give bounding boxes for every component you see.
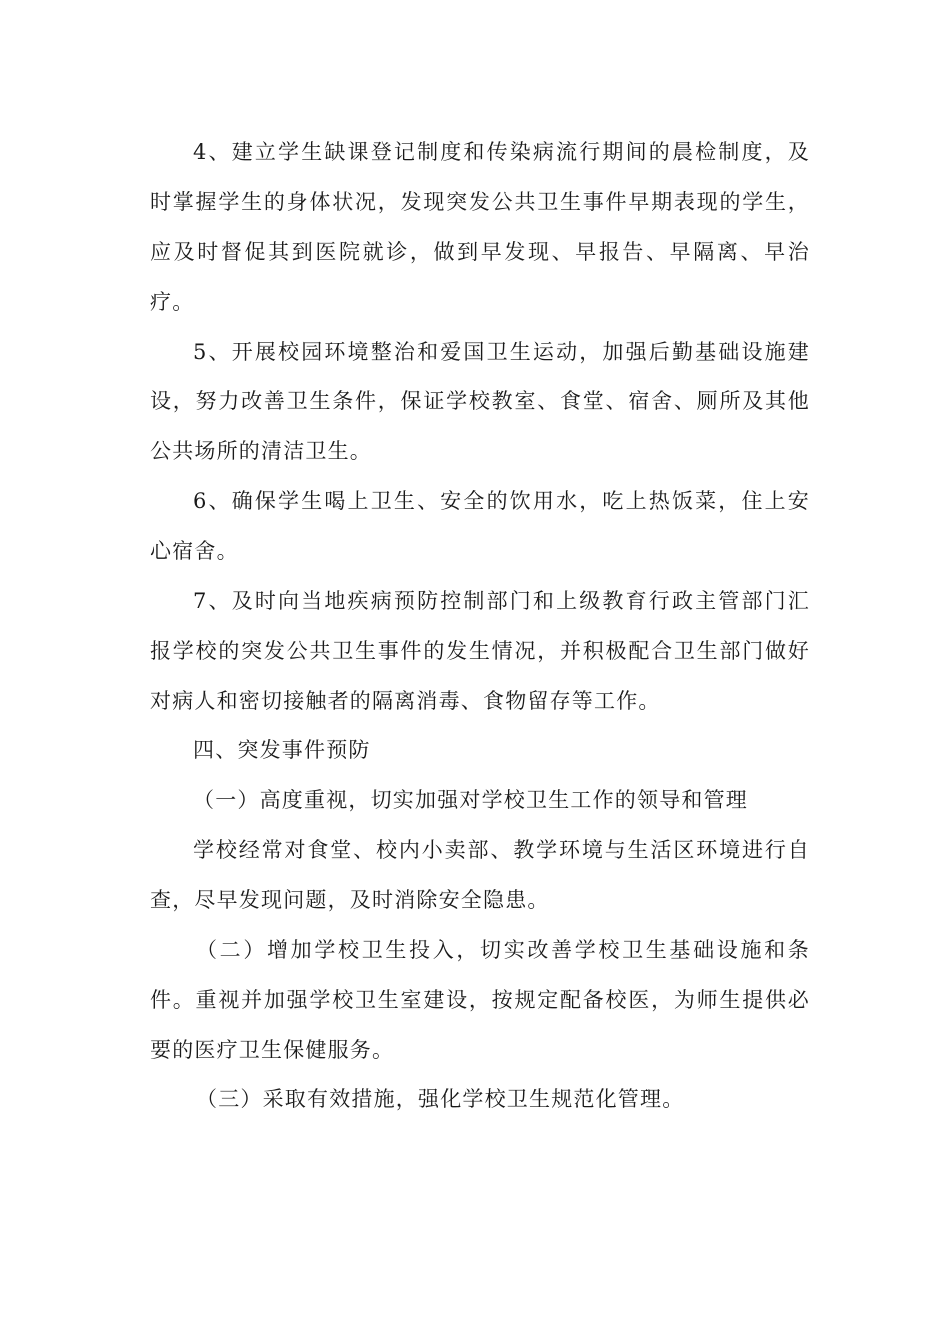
section-heading: 四、突发事件预防 [193,738,371,762]
text-line: 设，努力改善卫生条件，保证学校教室、食堂、宿舍、厕所及其他 [150,389,810,413]
text-line: 公共场所的清洁卫生。 [150,439,372,463]
text-line: 报学校的突发公共卫生事件的发生情况，并积极配合卫生部门做好 [150,639,810,663]
text-line: 4、建立学生缺课登记制度和传染病流行期间的晨检制度，及 [193,140,810,164]
text-line: 疗。 [150,290,195,314]
text-line: 查，尽早发现问题，及时消除安全隐患。 [150,888,550,912]
text-line: 应及时督促其到医院就诊，做到早发现、早报告、早隔离、早治 [150,240,810,264]
text-line: 7、及时向当地疾病预防控制部门和上级教育行政主管部门汇 [193,589,810,613]
text-line: 心宿舍。 [150,539,239,563]
text-line: 要的医疗卫生保健服务。 [150,1038,395,1062]
subsection-heading: （三）采取有效措施，强化学校卫生规范化管理。 [196,1087,685,1111]
subsection-heading: （一）高度重视，切实加强对学校卫生工作的领导和管理 [193,788,748,812]
subsection-heading: （二）增加学校卫生投入，切实改善学校卫生基础设施和条 [196,938,810,962]
text-line: 件。重视并加强学校卫生室建设，按规定配备校医，为师生提供必 [150,988,810,1012]
text-line: 5、开展校园环境整治和爱国卫生运动，加强后勤基础设施建 [193,340,810,364]
text-line: 6、确保学生喝上卫生、安全的饮用水，吃上热饭菜，住上安 [193,489,810,513]
text-line: 学校经常对食堂、校内小卖部、教学环境与生活区环境进行自 [193,838,810,862]
text-line: 对病人和密切接触者的隔离消毒、食物留存等工作。 [150,689,661,713]
text-line: 时掌握学生的身体状况，发现突发公共卫生事件早期表现的学生， [150,190,810,214]
